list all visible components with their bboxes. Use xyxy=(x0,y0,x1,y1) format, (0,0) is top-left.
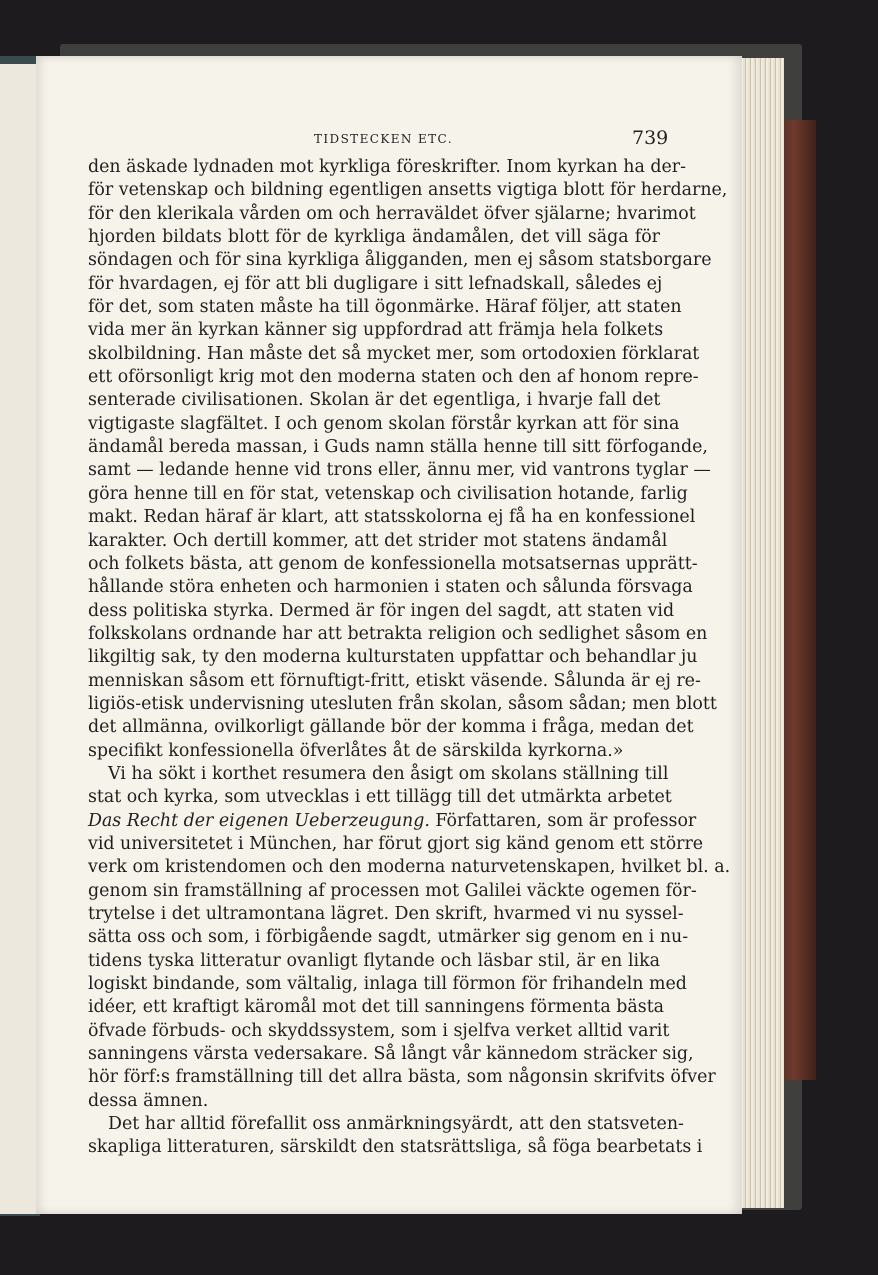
book-page xyxy=(36,56,742,1214)
text-line: vid universitetet i München, har förut gjort sig känd genom ett större xyxy=(88,833,704,854)
text-line-with-title xyxy=(88,810,697,833)
text-line: för vetenskap och bildning egentligen ansetts vigtiga blott för herdarne, xyxy=(88,180,728,201)
text-line: dess politiska styrka. Dermed är för ingen del sagdt, att staten vid xyxy=(88,600,675,621)
text-line: senterade civilisationen. Skolan är det egentliga, i hvarje fall det xyxy=(88,390,661,411)
text-line: ett oförsonligt krig mot den moderna staten och den af honom repre- xyxy=(88,367,699,388)
text-line: skapliga litteraturen, särskildt den statsrättsliga, så föga bearbetats i xyxy=(88,1137,703,1158)
text-line: hör förf:s framställning till det allra bästa, som någonsin skrifvits öfver xyxy=(88,1067,716,1088)
page-number: 739 xyxy=(632,127,669,149)
text-line: sanningens värsta vedersakare. Så långt vår kännedom sträcker sig, xyxy=(88,1044,694,1065)
text-line: för det, som staten måste ha till ögonmärke. Häraf följer, att staten xyxy=(88,297,682,318)
text-line-rest: Författaren, som är professor xyxy=(429,810,697,831)
text-line: stat och kyrka, som utvecklas i ett tillägg till det utmärkta arbetet xyxy=(88,787,672,808)
page-header xyxy=(36,128,742,152)
text-line: dessa ämnen. xyxy=(88,1090,209,1111)
text-line: den äskade lydnaden mot kyrkliga föreskrifter. Inom kyrkan ha der- xyxy=(88,157,686,177)
text-line: för den klerikala vården om och herraväldet öfver själarne; hvarimot xyxy=(88,203,696,224)
text-line: verk om kristendomen och den moderna naturvetenskapen, hvilket bl. a. xyxy=(88,857,731,878)
text-line: ligiös-etisk undervisning utesluten från skolan, såsom sådan; men blott xyxy=(88,693,717,714)
text-line: söndagen och för sina kyrkliga åligganden, men ej såsom statsborgare xyxy=(88,250,712,271)
text-line: vida mer än kyrkan känner sig uppfordrad att främja hela folkets xyxy=(88,320,664,341)
text-line: idéer, ett kraftigt käromål mot det till sanningens förmenta bästa xyxy=(88,997,665,1018)
text-line: öfvade förbuds- och skyddssystem, som i sjelfva verket alltid varit xyxy=(88,1020,670,1041)
body-text xyxy=(88,156,731,1160)
text-line: vigtigaste slagfältet. I och genom skolan förstår kyrkan att för sina xyxy=(88,413,680,434)
text-line: ändamål bereda massan, i Guds namn ställa henne till sitt förfogande, xyxy=(88,437,708,458)
text-line: och folkets bästa, att genom de konfessionella motsatsernas upprätt- xyxy=(88,553,698,574)
text-line: karakter. Och dertill kommer, att det strider mot statens ändamål xyxy=(88,530,668,551)
text-line: hjorden bildats blott för de kyrkliga ändamålen, det vill säga för xyxy=(88,227,660,248)
text-line: trytelse i det ultramontana lägret. Den skrift, hvarmed vi nu syssel- xyxy=(88,904,684,924)
text-line: göra henne till en för stat, vetenskap och civilisation hotande, farlig xyxy=(88,483,688,504)
text-line: menniskan såsom ett förnuftigt-fritt, etiskt väsende. Sålunda är ej re- xyxy=(88,670,701,691)
text-line: det allmänna, ovilkorligt gällande bör der komma i fråga, medan det xyxy=(88,717,694,738)
text-line: specifikt konfessionella öfverlåtes åt de särskilda kyrkorna.» xyxy=(88,740,624,761)
text-line: likgiltig sak, ty den moderna kulturstaten uppfattar och behandlar ju xyxy=(88,647,698,668)
running-head: TIDSTECKEN ETC. xyxy=(314,132,453,146)
text-line: genom sin framställning af processen mot Galilei väckte ogemen för- xyxy=(88,880,697,901)
text-line: skolbildning. Han måste det så mycket mer, som ortodoxien förklarat xyxy=(88,343,700,364)
text-line: för hvardagen, ej för att bli dugligare i sitt lefnadskall, således ej xyxy=(88,273,663,294)
text-line: logiskt bindande, som vältalig, inlaga till förmon för frihandeln med xyxy=(88,974,687,995)
text-line: folkskolans ordnande har att betrakta religion och sedlighet såsom en xyxy=(88,623,708,644)
text-line: Vi ha sökt i korthet resumera den åsigt om skolans ställning till xyxy=(108,763,669,784)
italic-book-title: Das Recht der eigenen Ueberzeugung. xyxy=(88,810,430,831)
text-line: hållande störa enheten och harmonien i staten och sålunda försvaga xyxy=(88,577,693,598)
text-line: makt. Redan häraf är klart, att statsskolorna ej få ha en konfessionel xyxy=(88,507,696,528)
text-line: sätta oss och som, i förbigående sagdt, utmärker sig genom en i nu- xyxy=(88,927,689,948)
text-line: Det har alltid förefallit oss anmärkningsyärdt, att den statsveten- xyxy=(108,1114,684,1135)
text-line: samt — ledande henne vid trons eller, ännu mer, vid vantrons tyglar — xyxy=(88,460,711,481)
text-line: tidens tyska litteratur ovanligt flytande och läsbar stil, är en lika xyxy=(88,950,660,971)
page-edges xyxy=(738,58,784,1208)
